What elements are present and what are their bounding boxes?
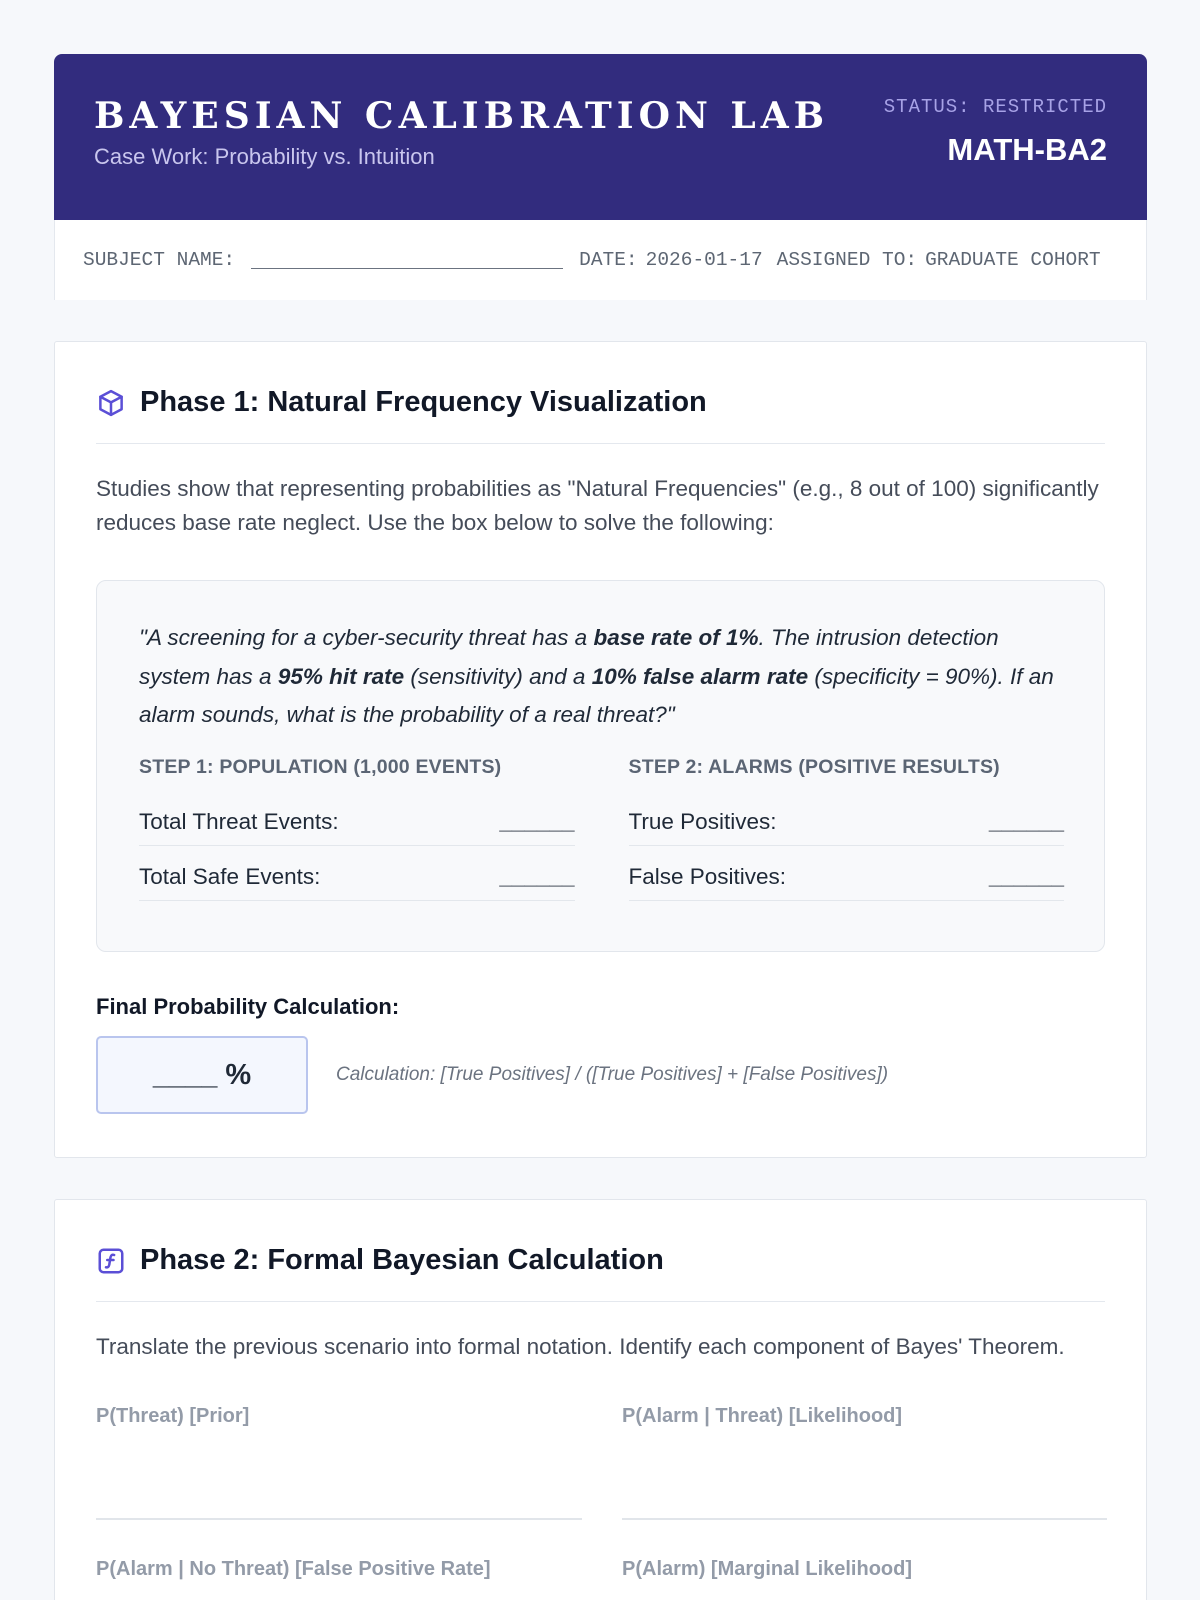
step2-column [629,755,1065,901]
problem-quote [139,619,1064,735]
step-row-label: Total Safe Events: [139,863,321,889]
calculation-hint: Calculation: [True Positives] / ([True Positives] + [False Positives]) [336,1064,889,1085]
field-label: P(Threat) [Prior] [96,1405,250,1427]
date-value: 2026-01-17 [645,249,763,271]
page-title: BAYESIAN CALIBRATION LAB [94,95,830,137]
phase1-lead: Studies show that representing probabilities as "Natural Frequencies" (e.g., 8 out of 100) significantly reduces base rate neglect. Use the box below to solve the following: [96,476,1099,535]
step-row-threat-events[interactable] [139,791,575,846]
subject-name-field[interactable] [251,251,563,269]
quote-text: . The intrusion detection system has a [139,625,999,689]
answer-blank[interactable]: ______ [988,808,1064,834]
phase2-lead: Translate the previous scenario into formal notation. Identify each component of Bayes' Theorem. [96,1334,1065,1359]
answer-blank[interactable]: ______ [499,808,575,834]
step-row-true-positives[interactable] [629,791,1065,846]
assigned-value: GRADUATE COHORT [925,249,1101,271]
steps-grid [139,755,1064,901]
field-label: P(Alarm | No Threat) [False Positive Rate] [96,1558,491,1580]
false-positive-rate-field [96,1557,582,1600]
step-row-safe-events[interactable] [139,846,575,901]
header-banner [54,54,1147,220]
prior-input[interactable] [96,1480,582,1520]
final-probability-row [96,1036,1105,1114]
final-probability-label: Final Probability Calculation: [96,994,400,1019]
step-row-false-positives[interactable] [629,846,1065,901]
cube-icon [96,388,126,418]
quote-text: (specificity = 90%). If an alarm sounds, what is the probability of a real threat?" [139,663,1054,727]
quote-emphasis: 10% false alarm rate [591,663,809,689]
meta-strip [54,220,1147,300]
step1-label: STEP 1: POPULATION (1,000 EVENTS) [139,755,502,778]
header-right [884,96,1107,168]
step2-label: STEP 2: ALARMS (POSITIVE RESULTS) [628,755,1000,778]
formal-fields-grid [96,1404,1105,1600]
status-badge: STATUS: RESTRICTED [883,96,1107,118]
quote-text: "A screening for a cyber-security threat has a [139,625,594,650]
phase1-card [54,341,1147,1158]
step-row-label: False Positives: [628,863,787,889]
phase1-title: Phase 1: Natural Frequency Visualization [140,386,707,418]
assigned-label: ASSIGNED TO: [776,249,918,271]
phase1-header [96,342,1105,444]
field-label: P(Alarm) [Marginal Likelihood] [622,1558,913,1580]
field-label: P(Alarm | Threat) [Likelihood] [622,1405,903,1427]
likelihood-input[interactable] [622,1480,1107,1520]
step-row-label: Total Threat Events: [139,808,339,834]
final-probability-input[interactable]: ____ % [96,1036,308,1114]
step-row-label: True Positives: [628,808,777,834]
phase2-header [96,1200,1105,1302]
subject-name-label: SUBJECT NAME: [83,249,236,271]
course-code: MATH-BA2 [947,132,1107,167]
function-icon [96,1246,126,1276]
answer-blank[interactable]: ______ [988,863,1064,889]
quote-emphasis: base rate of 1% [593,625,759,650]
date-label: DATE: [579,249,638,271]
step1-column [139,755,575,901]
prior-field [96,1404,582,1557]
likelihood-field [622,1404,1107,1557]
page-subtitle: Case Work: Probability vs. Intuition [94,144,435,169]
problem-box [96,580,1105,952]
phase2-title: Phase 2: Formal Bayesian Calculation [140,1244,664,1276]
answer-blank[interactable]: ______ [499,863,575,889]
marginal-likelihood-field [622,1557,1107,1600]
quote-text: (sensitivity) and a [404,663,592,689]
quote-emphasis: 95% hit rate [277,663,405,689]
phase2-card [54,1199,1147,1600]
